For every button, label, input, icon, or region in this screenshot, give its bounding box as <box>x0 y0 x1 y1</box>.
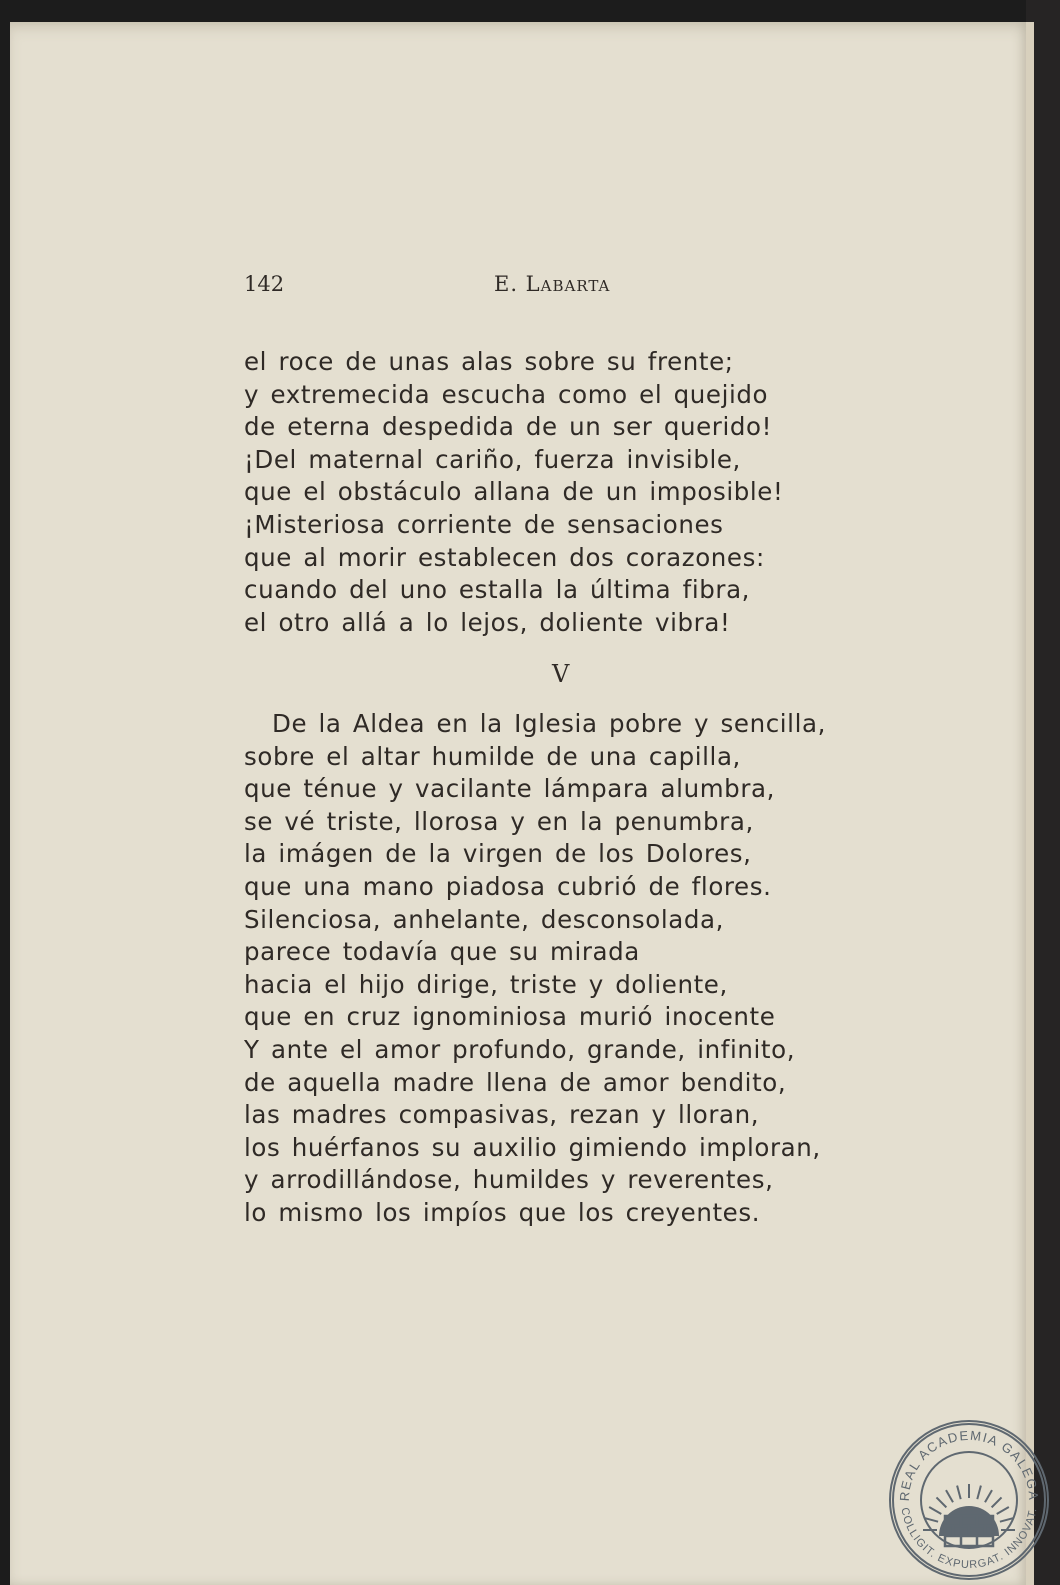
verse-line: sobre el altar humilde de una capilla, <box>244 741 741 771</box>
verse-line: el otro allá a lo lejos, doliente vibra! <box>244 607 731 637</box>
academy-stamp <box>887 1418 1051 1582</box>
verse-line: lo mismo los impíos que los creyentes. <box>244 1197 761 1227</box>
page-edge <box>1026 22 1034 1585</box>
stamp-ray <box>929 1507 941 1514</box>
stamp-ray <box>957 1486 961 1500</box>
verse-line: ¡Misteriosa corriente de sensaciones <box>244 509 724 539</box>
stamp-ray <box>997 1507 1009 1514</box>
stamp-bottom-text: COLLIGIT. EXPURGAT. INNOVAT. <box>898 1506 1040 1572</box>
stamp-ray <box>936 1497 946 1507</box>
verse-line: que una mano piadosa cubrió de flores. <box>244 871 772 901</box>
verse-line: que ténue y vacilante lámpara alumbra, <box>244 774 775 804</box>
verse-line: de eterna despedida de un ser querido! <box>244 412 773 442</box>
verse-line: y extremecida escucha como el quejido <box>244 379 769 409</box>
verse-line: los huérfanos su auxilio gimiendo imploran, <box>244 1132 821 1162</box>
running-header <box>244 272 844 302</box>
verse-line: De la Aldea en la Iglesia pobre y sencilla, <box>272 709 826 738</box>
verse-line: que al morir establecen dos corazones: <box>244 542 765 572</box>
verse-line: cuando del uno estalla la última fibra, <box>244 575 751 605</box>
stamp-top-text: REAL ACADEMIA GALEGA <box>896 1427 1042 1502</box>
verse-line: las madres compasivas, rezan y lloran, <box>244 1100 760 1130</box>
verse-line: hacia el hijo dirige, triste y doliente, <box>244 969 728 999</box>
verse-line: Y ante el amor profundo, grande, infinito, <box>244 1034 796 1064</box>
header-author: E. Labarta <box>494 272 611 296</box>
page-number: 142 <box>244 272 285 296</box>
verse-line: la imágen de la virgen de los Dolores, <box>244 839 752 869</box>
stamp-ray <box>985 1490 992 1502</box>
section-numeral: V <box>552 660 570 688</box>
verse-line: Silenciosa, anhelante, desconsolada, <box>244 904 725 934</box>
stamp-ray <box>992 1497 1002 1507</box>
verse-line: de aquella madre llena de amor bendito, <box>244 1067 787 1097</box>
stamp-ray <box>946 1490 953 1502</box>
verse-line: que el obstáculo allana de un imposible! <box>244 477 784 507</box>
stamp-ray <box>977 1486 981 1500</box>
verse-line: el roce de unas alas sobre su frente; <box>244 347 734 376</box>
verse-line: y arrodillándose, humildes y reverentes, <box>244 1165 774 1195</box>
stanza-two <box>244 708 826 1230</box>
stanza-one <box>244 346 783 639</box>
verse-line: ¡Del maternal cariño, fuerza invisible, <box>244 444 741 474</box>
verse-line: se vé triste, llorosa y en la penumbra, <box>244 806 754 836</box>
verse-line: parece todavía que su mirada <box>244 937 640 967</box>
verse-line: que en cruz ignominiosa murió inocente <box>244 1002 776 1032</box>
